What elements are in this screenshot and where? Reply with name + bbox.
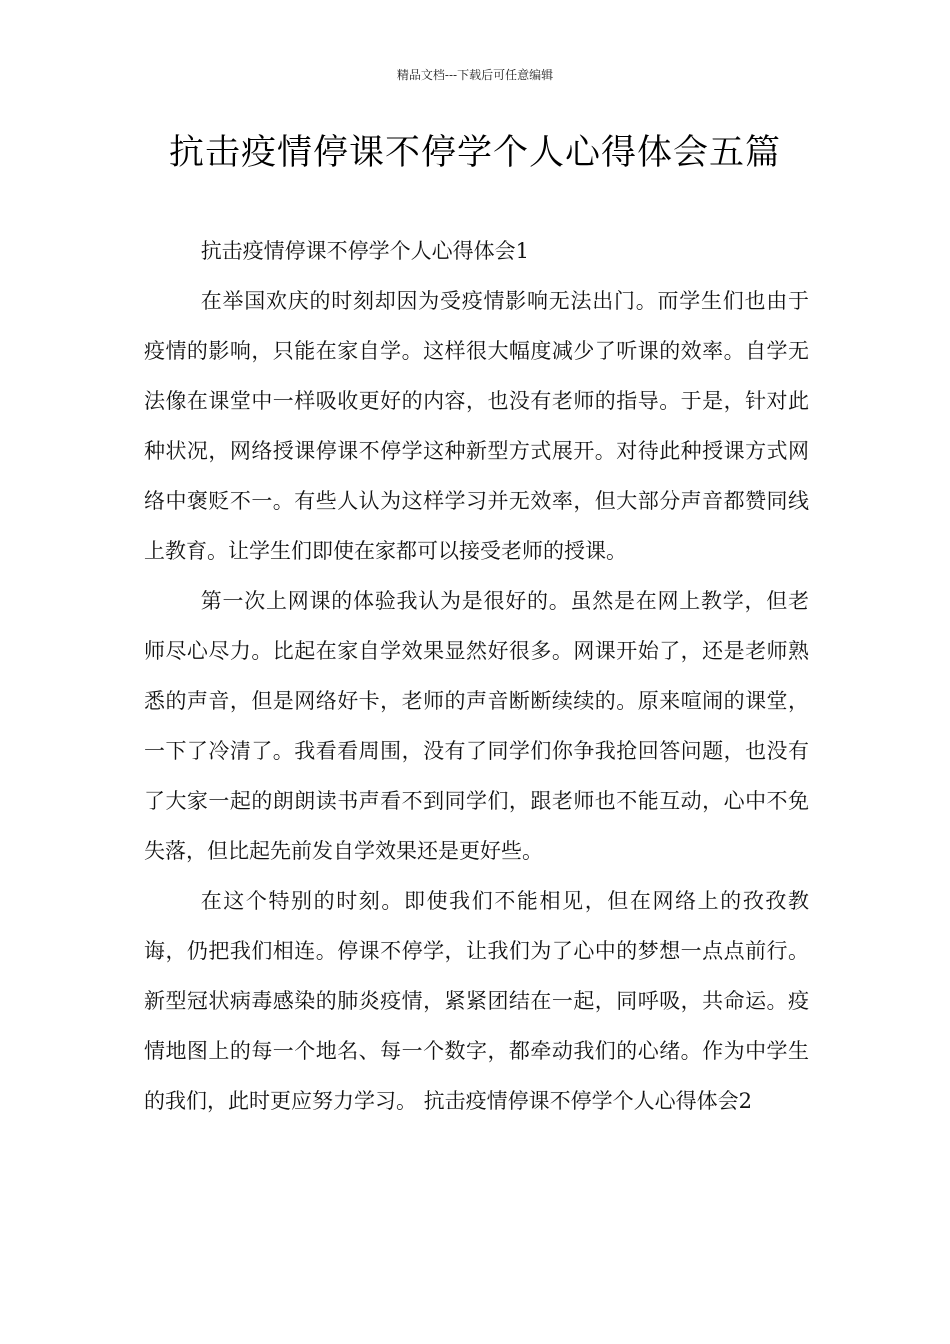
body-paragraph-3: 在这个特别的时刻。即使我们不能相见，但在网络上的孜孜教诲，仍把我们相连。停课不停学，让我们为了心中的梦想一点点前行。新型冠状病毒感染的肺炎疫情，紧紧团结在一起，同呼吸，共命运。疫情地图上的每一个地名、每一个数字，都牵动我们的心绪。作为中学生的我们，此时更应努力学习。 抗击疫情停课不停学个人心得体会2 bbox=[144, 889, 809, 1113]
header-note: 精品文档---下载后可任意编辑 bbox=[396, 68, 554, 82]
body-paragraph-1: 在举国欢庆的时刻却因为受疫情影响无法出门。而学生们也由于疫情的影响，只能在家自学。这样很大幅度减少了听课的效率。自学无法像在课堂中一样吸收更好的内容，也没有老师的指导。于是，针对此种状况，网络授课停课不停学这种新型方式展开。对待此种授课方式网络中褒贬不一。有些人认为这样学习并无效率，但大部分声音都赞同线上教育。让学生们即使在家都可以接受老师的授课。 bbox=[144, 289, 809, 563]
body-paragraph-2: 第一次上网课的体验我认为是很好的。虽然是在网上教学，但老师尽心尽力。比起在家自学效果显然好很多。网课开始了，还是老师熟悉的声音，但是网络好卡，老师的声音断断续续的。原来喧闹的课堂，一下了冷清了。我看看周围，没有了同学们你争我抢回答问题，也没有了大家一起的朗朗读书声看不到同学们，跟老师也不能互动，心中不免失落，但比起先前发自学效果还是更好些。 bbox=[144, 589, 809, 863]
document-body bbox=[144, 226, 809, 1126]
document-title: 抗击疫情停课不停学个人心得体会五篇 bbox=[168, 133, 781, 173]
section-heading-1: 抗击疫情停课不停学个人心得体会1 bbox=[200, 239, 530, 263]
